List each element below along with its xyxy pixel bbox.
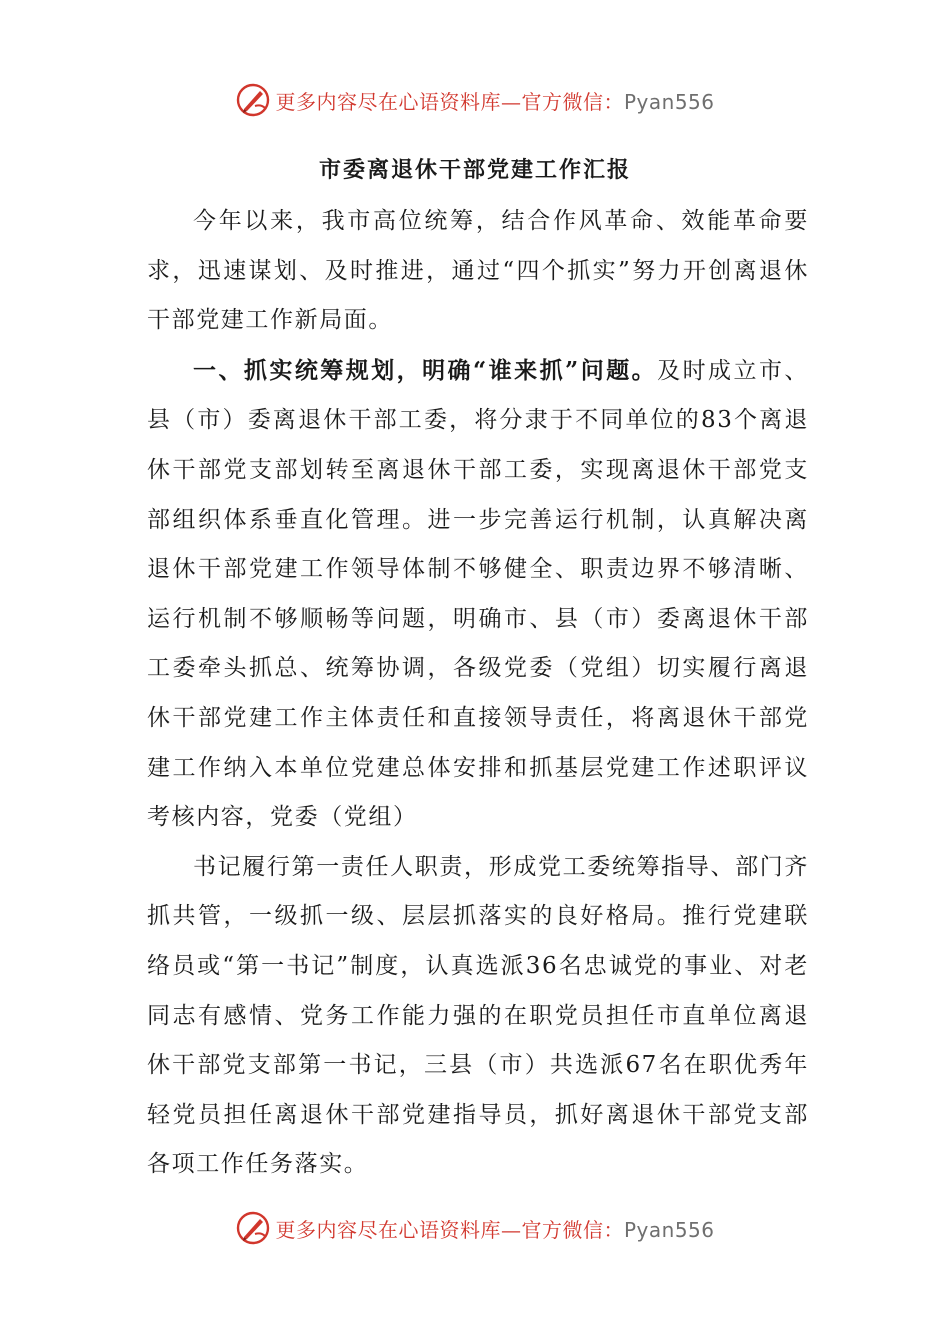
document-title: 市委离退休干部党建工作汇报 bbox=[318, 157, 631, 183]
banner-main-text: 更多内容尽在心语资料库 bbox=[275, 89, 501, 114]
pen-logo-icon bbox=[235, 82, 271, 118]
document-body bbox=[147, 197, 809, 1190]
banner-wechat-id: Pyan556 bbox=[623, 89, 715, 114]
banner-wechat-label: 官方微信： bbox=[521, 89, 624, 114]
banner-wechat-id: Pyan556 bbox=[623, 1217, 715, 1242]
paragraph-text: 及时成立市、县（市）委离退休干部工委，将分隶于不同单位的83个离退休干部党支部划转至离退休干部工委，实现离退休干部党支部组织体系垂直化管理。进一步完善运行机制，认真解决离退休干部党建工作领导体制不够健全、职责边界不够清晰、运行机制不够顺畅等问题，明确市、县（市）委离退休干部工委牵头抓总、统筹协调，各级党委（党组）切实履行离退休干部党建工作主体责任和直接领导责任，将离退休干部党建工作纳入本单位党建总体安排和抓基层党建工作述职评议考核内容，党委（党组） bbox=[147, 357, 810, 831]
footer-watermark-banner bbox=[0, 1206, 950, 1250]
banner-main-text: 更多内容尽在心语资料库 bbox=[275, 1217, 501, 1242]
pen-logo-icon bbox=[235, 1210, 271, 1246]
paragraph-text: 书记履行第一责任人职责，形成党工委统筹指导、部门齐抓共管，一级抓一级、层层抓落实的良好格局。推行党建联络员或“第一书记”制度，认真选派36名忠诚党的事业、对老同志有感情、党务工作能力强的在职党员担任市直单位离退休干部党支部第一书记，三县（市）共选派67名在职优秀年轻党员担任离退休干部党建指导员，抓好离退休干部党支部各项工作任务落实。 bbox=[147, 853, 809, 1178]
banner-dash: — bbox=[500, 89, 522, 114]
banner-text bbox=[275, 1214, 714, 1243]
paragraph-intro bbox=[147, 197, 809, 346]
banner-dash: — bbox=[500, 1217, 522, 1242]
banner-text bbox=[275, 86, 714, 115]
paragraph-section-one bbox=[147, 346, 809, 843]
paragraph-continuation bbox=[147, 843, 809, 1190]
paragraph-text: 今年以来，我市高位统筹，结合作风革命、效能革命要求，迅速谋划、及时推进，通过“四个抓实”努力开创离退休干部党建工作新局面。 bbox=[147, 208, 809, 334]
section-heading: 一、抓实统筹规划，明确“谁来抓”问题。 bbox=[193, 356, 658, 384]
banner-wechat-label: 官方微信： bbox=[521, 1217, 624, 1242]
header-watermark-banner bbox=[0, 78, 950, 122]
